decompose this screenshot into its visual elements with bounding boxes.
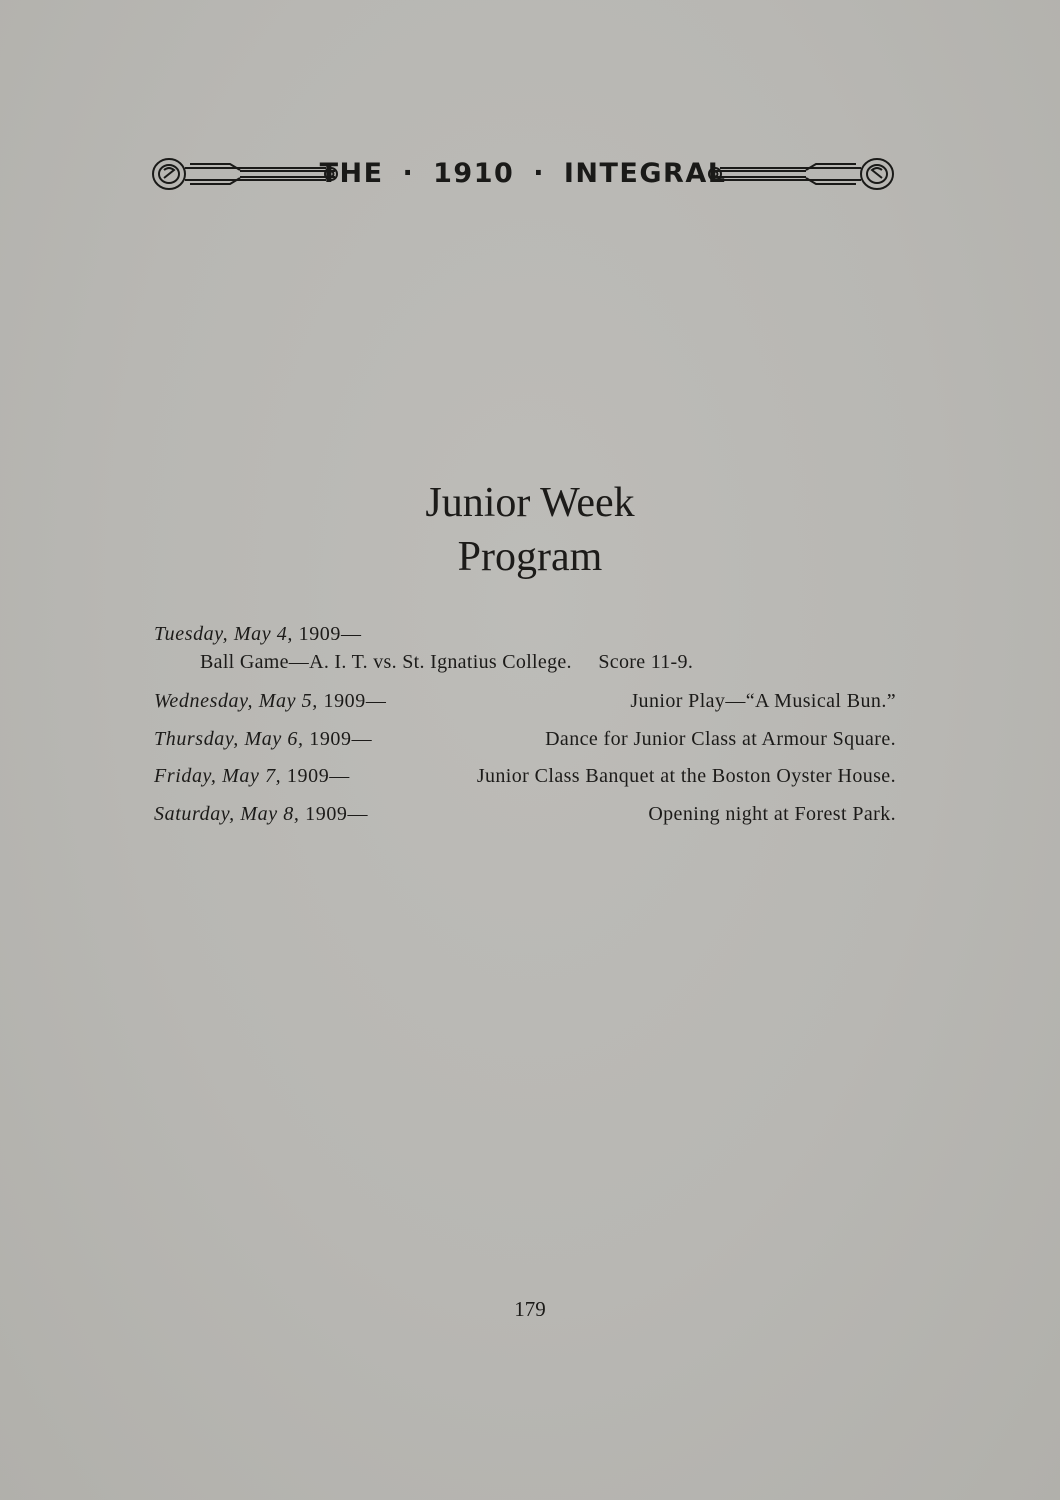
scroll-ornament-right-icon — [704, 156, 896, 192]
entry-event: Dance for Junior Class at Armour Square. — [545, 728, 896, 750]
entry-date: Friday, May 7, 1909— — [154, 765, 350, 787]
program-entry-tuesday — [154, 620, 896, 673]
entry-date: Tuesday, May 4, 1909— — [154, 623, 362, 645]
program-entry-thursday — [154, 725, 896, 753]
title-line-2: Program — [457, 534, 603, 580]
running-head-year: 1910 — [433, 158, 515, 189]
page-title — [0, 476, 1060, 584]
page-number: 179 — [514, 1297, 546, 1321]
program-entry-saturday — [154, 800, 896, 828]
program-entry-wednesday — [154, 687, 896, 715]
entry-event: Ball Game—A. I. T. vs. St. Ignatius College. Score 11-9. — [200, 651, 694, 673]
entry-event: Junior Play—“A Musical Bun.” — [630, 690, 896, 712]
entry-date: Thursday, May 6, 1909— — [154, 728, 373, 750]
entry-date: Saturday, May 8, 1909— — [154, 803, 369, 825]
entry-event: Junior Class Banquet at the Boston Oyster House. — [476, 765, 896, 787]
running-head-word: THE — [319, 158, 384, 189]
running-head-word: INTEGRAL — [563, 158, 727, 189]
program-entry-friday — [154, 762, 896, 790]
entry-event: Opening night at Forest Park. — [648, 803, 896, 825]
running-head — [150, 150, 896, 198]
entry-date: Wednesday, May 5, 1909— — [154, 690, 387, 712]
running-head-separator: · — [402, 158, 415, 189]
running-head-separator: · — [533, 158, 545, 189]
title-line-1: Junior Week — [425, 480, 635, 526]
